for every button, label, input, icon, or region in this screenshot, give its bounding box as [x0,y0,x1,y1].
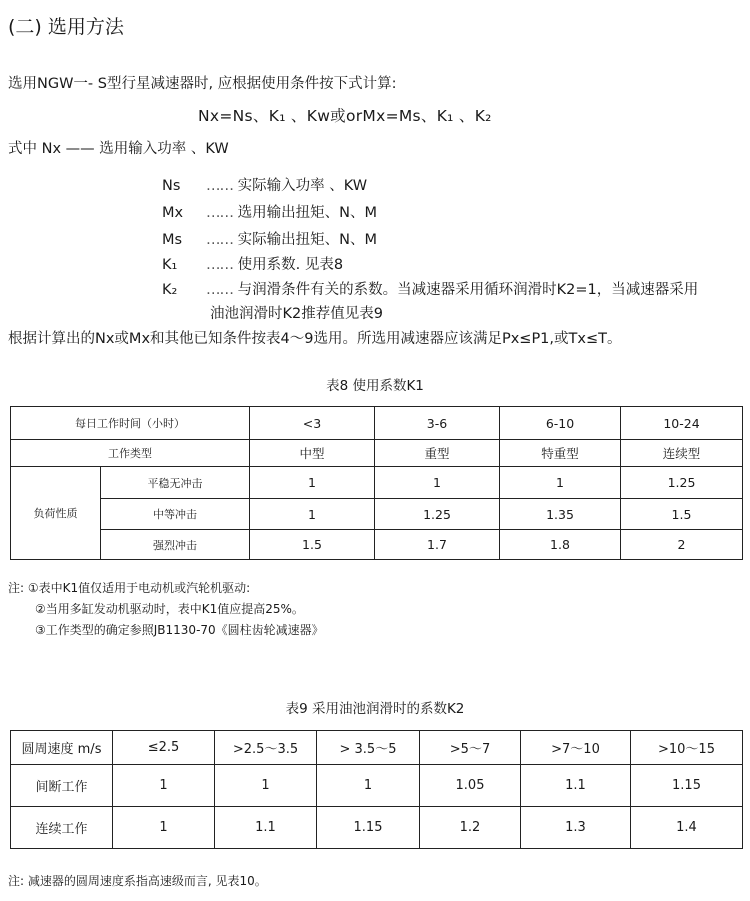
speed-cell: >10～15 [631,731,743,765]
table-cell: 1 [317,765,420,807]
table9-caption: 表9 采用油池润滑时的系数K2 [285,701,465,717]
table-cell: 1.15 [631,765,743,807]
speed-cell: >2.5～3.5 [215,731,317,765]
table-cell: 1.3 [521,807,631,849]
table-row [11,467,743,499]
table-cell: 1 [500,467,621,499]
type-cell: 特重型 [500,440,621,467]
hours-cell: 3-6 [375,407,500,440]
speed-cell: >5～7 [420,731,521,765]
table8-note-3: ③工作类型的确定参照JB1130-70《圆柱齿轮减速器》 [35,623,324,637]
table-cell: 1.35 [500,499,621,530]
definition-text: 选用输出扭矩、N、M [237,205,377,221]
row-label: 中等冲击 [101,499,250,530]
table-row [11,499,743,530]
conclusion-text: 根据计算出的Nx或Mx和其他已知条件按表4～9选用。所选用减速器应该满足Px≤P1,或Tx≤T。 [8,331,622,347]
table-cell: 1 [215,765,317,807]
table-cell: 1.5 [621,499,743,530]
speed-label: 圆周速度 m/s [11,731,113,765]
definition-text: 使用系数. 见表8 [237,257,344,273]
table-cell: 1.05 [420,765,521,807]
table-cell: 1.1 [215,807,317,849]
table8 [10,406,743,560]
definition-text: 与润滑条件有关的系数。当减速器采用循环润滑时K2=1，当减速器采用 [237,282,699,298]
type-label: 工作类型 [11,440,250,467]
table-cell: 1 [250,499,375,530]
hours-cell: 6-10 [500,407,621,440]
table-row [11,807,743,849]
hours-cell: 10-24 [621,407,743,440]
speed-cell: >7～10 [521,731,631,765]
table9-note: 注: 减速器的圆周速度系指高速级而言, 见表10。 [8,874,267,888]
table8-caption: 表8 使用系数K1 [326,378,424,394]
definition-k1 [162,253,343,274]
table-cell: 1 [375,467,500,499]
definition-dash: …… [206,205,233,221]
table-cell: 1.25 [375,499,500,530]
speed-cell: > 3.5～5 [317,731,420,765]
table-cell: 1.8 [500,530,621,560]
definition-symbol: K₁ [162,257,178,273]
definition-symbol: Mx [162,205,184,221]
table-cell: 1.1 [521,765,631,807]
table-cell: 1 [250,467,375,499]
definition-dash: …… [206,282,233,298]
table-row [11,765,743,807]
table8-note-2: ②当用多缸发动机驱动时，表中K1值应提高25%。 [35,602,304,616]
type-cell: 中型 [250,440,375,467]
definition-text: 实际输出扭矩、N、M [237,232,377,248]
type-cell: 重型 [375,440,500,467]
table9 [10,730,743,849]
row-label: 间断工作 [11,765,113,807]
where-line: 式中 Nx —— 选用输入功率 、KW [8,141,229,157]
definition-dash: …… [206,232,233,248]
definition-ms [162,228,377,249]
row-label: 平稳无冲击 [101,467,250,499]
table-cell: 1.25 [621,467,743,499]
table-cell: 1.4 [631,807,743,849]
hours-cell: <3 [250,407,375,440]
table-cell: 1.2 [420,807,521,849]
table-row [11,530,743,560]
definition-dash: …… [206,257,233,273]
definition-continuation: 油池润滑时K2推荐值见表9 [210,306,383,322]
speed-cell: ≤2.5 [113,731,215,765]
definition-k2 [162,278,698,299]
table-cell: 1 [113,765,215,807]
definition-symbol: K₂ [162,282,178,298]
table-cell: 2 [621,530,743,560]
definition-mx [162,201,377,222]
hours-label: 每日工作时间（小时） [11,407,250,440]
definition-text: 实际输入功率 、KW [237,178,368,194]
type-cell: 连续型 [621,440,743,467]
definition-symbol: Ns [162,178,181,194]
formula: Nx=Ns、K₁ 、Kw或orMx=Ms、K₁ 、K₂ [198,107,492,125]
intro-text: 选用NGW一- S型行星减速器时, 应根据使用条件按下式计算: [8,76,397,92]
row-label: 连续工作 [11,807,113,849]
table-cell: 1.15 [317,807,420,849]
definition-ns [162,174,367,195]
table-cell: 1 [113,807,215,849]
load-label: 负荷性质 [11,467,101,560]
table-cell: 1.7 [375,530,500,560]
row-label: 强烈冲击 [101,530,250,560]
section-title: (二) 选用方法 [8,16,124,38]
definition-dash: …… [206,178,233,194]
table-cell: 1.5 [250,530,375,560]
table8-note-1: 注: ①表中K1值仅适用于电动机或汽轮机驱动: [8,581,251,595]
definition-symbol: Ms [162,232,183,248]
